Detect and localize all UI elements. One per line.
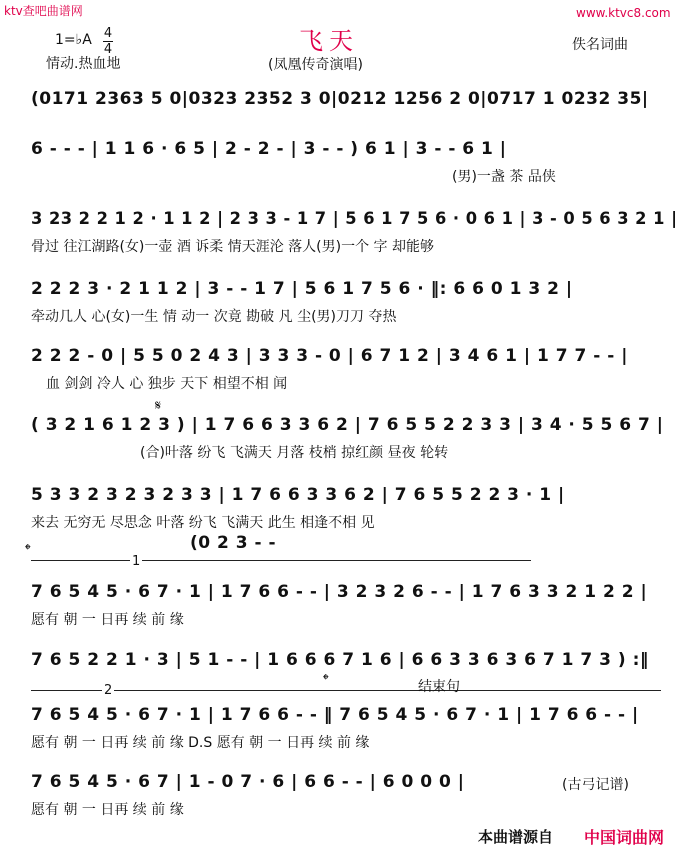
- score-row-10: 7 6 5 4 5 · 6 7 · 1 | 1 7 6 6 - - ‖ 7 6 5 4 5 · 6 7 · 1 | 1 7 6 6 - - |: [31, 705, 639, 725]
- performer: (凤凰传奇演唱): [268, 57, 363, 73]
- song-title: 飞天: [299, 27, 359, 55]
- coda-sign-1: 𝄌: [25, 540, 31, 559]
- lyrics-row-4: 牵动几人 心(女)一生 情 动一 次竟 勘破 凡 尘(男)刀刀 夺热: [31, 309, 397, 325]
- key-signature: 1=♭A: [55, 32, 92, 48]
- coda-sign-2: 𝄌: [323, 670, 329, 689]
- lyrics-row-10: 愿有 朝 一 日再 续 前 缘 D.S 愿有 朝 一 日再 续 前 缘: [31, 735, 370, 751]
- score-row-6: ( 3 2 1 6 1 2 3 ) | 1 7 6 6 3 3 6 2 | 7 6 5 5 2 2 3 3 | 3 4 · 5 5 6 7 |: [31, 415, 664, 435]
- lyrics-row-11: 愿有 朝 一 日再 续 前 缘: [31, 802, 184, 818]
- score-row-8-intro: (0 2 3 - -: [190, 533, 277, 553]
- score-row-2: 6 - - - | 1 1 6 · 6 5 | 2 - 2 - | 3 - - ) 6 1 | 3 - - 6 1 |: [31, 139, 507, 159]
- volta-2-line: [31, 690, 331, 691]
- watermark-left: ktv查吧曲谱网: [4, 4, 83, 18]
- time-bottom: 4: [103, 42, 113, 57]
- time-top: 4: [103, 26, 113, 41]
- lyrics-row-8: 愿有 朝 一 日再 续 前 缘: [31, 612, 184, 628]
- score-row-3: 3 23 2 2 1 2 · 1 1 2 | 2 3 3 - 1 7 | 5 6 1 7 5 6 · 0 6 1 | 3 - 0 5 6 3 2 1 |: [31, 209, 678, 229]
- lyrics-row-2: (男)一盏 茶 品侠: [452, 169, 556, 185]
- score-row-9: 7 6 5 2 2 1 · 3 | 5 1 - - | 1 6 6 6 7 1 6 | 6 6 3 3 6 3 6 7 1 7 3 ) :‖: [31, 650, 649, 670]
- lyrics-row-5: 血 剑剑 冷人 心 独步 天下 相望不相 闻: [46, 376, 288, 392]
- score-row-11: 7 6 5 4 5 · 6 7 | 1 - 0 7 · 6 | 6 6 - - | 6 0 0 0 |: [31, 772, 465, 792]
- segno-sign: 𝄋: [155, 398, 162, 414]
- footer-site: 中国词曲网: [584, 828, 665, 847]
- score-row-8: 7 6 5 4 5 · 6 7 · 1 | 1 7 6 6 - - | 3 2 3 2 6 - - | 1 7 6 3 3 2 1 2 2 |: [31, 582, 648, 602]
- lyrics-row-3: 骨过 往江湖路(女)一壶 酒 诉柔 情天涯沦 落人(男)一个 字 却能够: [31, 239, 434, 255]
- score-row-1: (0171 2363 5 0|0323 2352 3 0|0212 1256 2 0|0717 1 0232 35|: [31, 89, 649, 109]
- score-row-5: 2 2 2 - 0 | 5 5 0 2 4 3 | 3 3 3 - 0 | 6 7 1 2 | 3 4 6 1 | 1 7 7 - - |: [31, 346, 628, 366]
- mood-marking: 情动.热血地: [46, 56, 121, 72]
- footer-source: 本曲谱源自: [478, 828, 554, 846]
- credit: 佚名词曲: [572, 37, 628, 53]
- lyrics-row-6: (合)叶落 纷飞 飞满天 月落 枝梢 掠红颜 昼夜 轮转: [140, 445, 449, 461]
- watermark-right: www.ktvc8.com: [576, 6, 671, 20]
- volta-2-number: 2: [104, 683, 113, 698]
- score-row-4: 2 2 2 3 · 2 1 1 2 | 3 - - 1 7 | 5 6 1 7 5 6 · ‖: 6 6 0 1 3 2 |: [31, 279, 573, 299]
- volta-1-number: 1: [132, 554, 141, 569]
- transcriber-note: (古弓记谱): [562, 777, 629, 793]
- score-row-7: 5 3 3 2 3 2 3 2 3 3 | 1 7 6 6 3 3 6 2 | 7 6 5 5 2 2 3 · 1 |: [31, 485, 565, 505]
- coda-label: 结束句: [418, 679, 460, 695]
- lyrics-row-7: 来去 无穷无 尽思念 叶落 纷飞 飞满天 此生 相逢不相 见: [31, 515, 375, 531]
- time-signature: [103, 27, 113, 56]
- volta-1-line: [31, 560, 531, 561]
- coda-line: [331, 690, 661, 691]
